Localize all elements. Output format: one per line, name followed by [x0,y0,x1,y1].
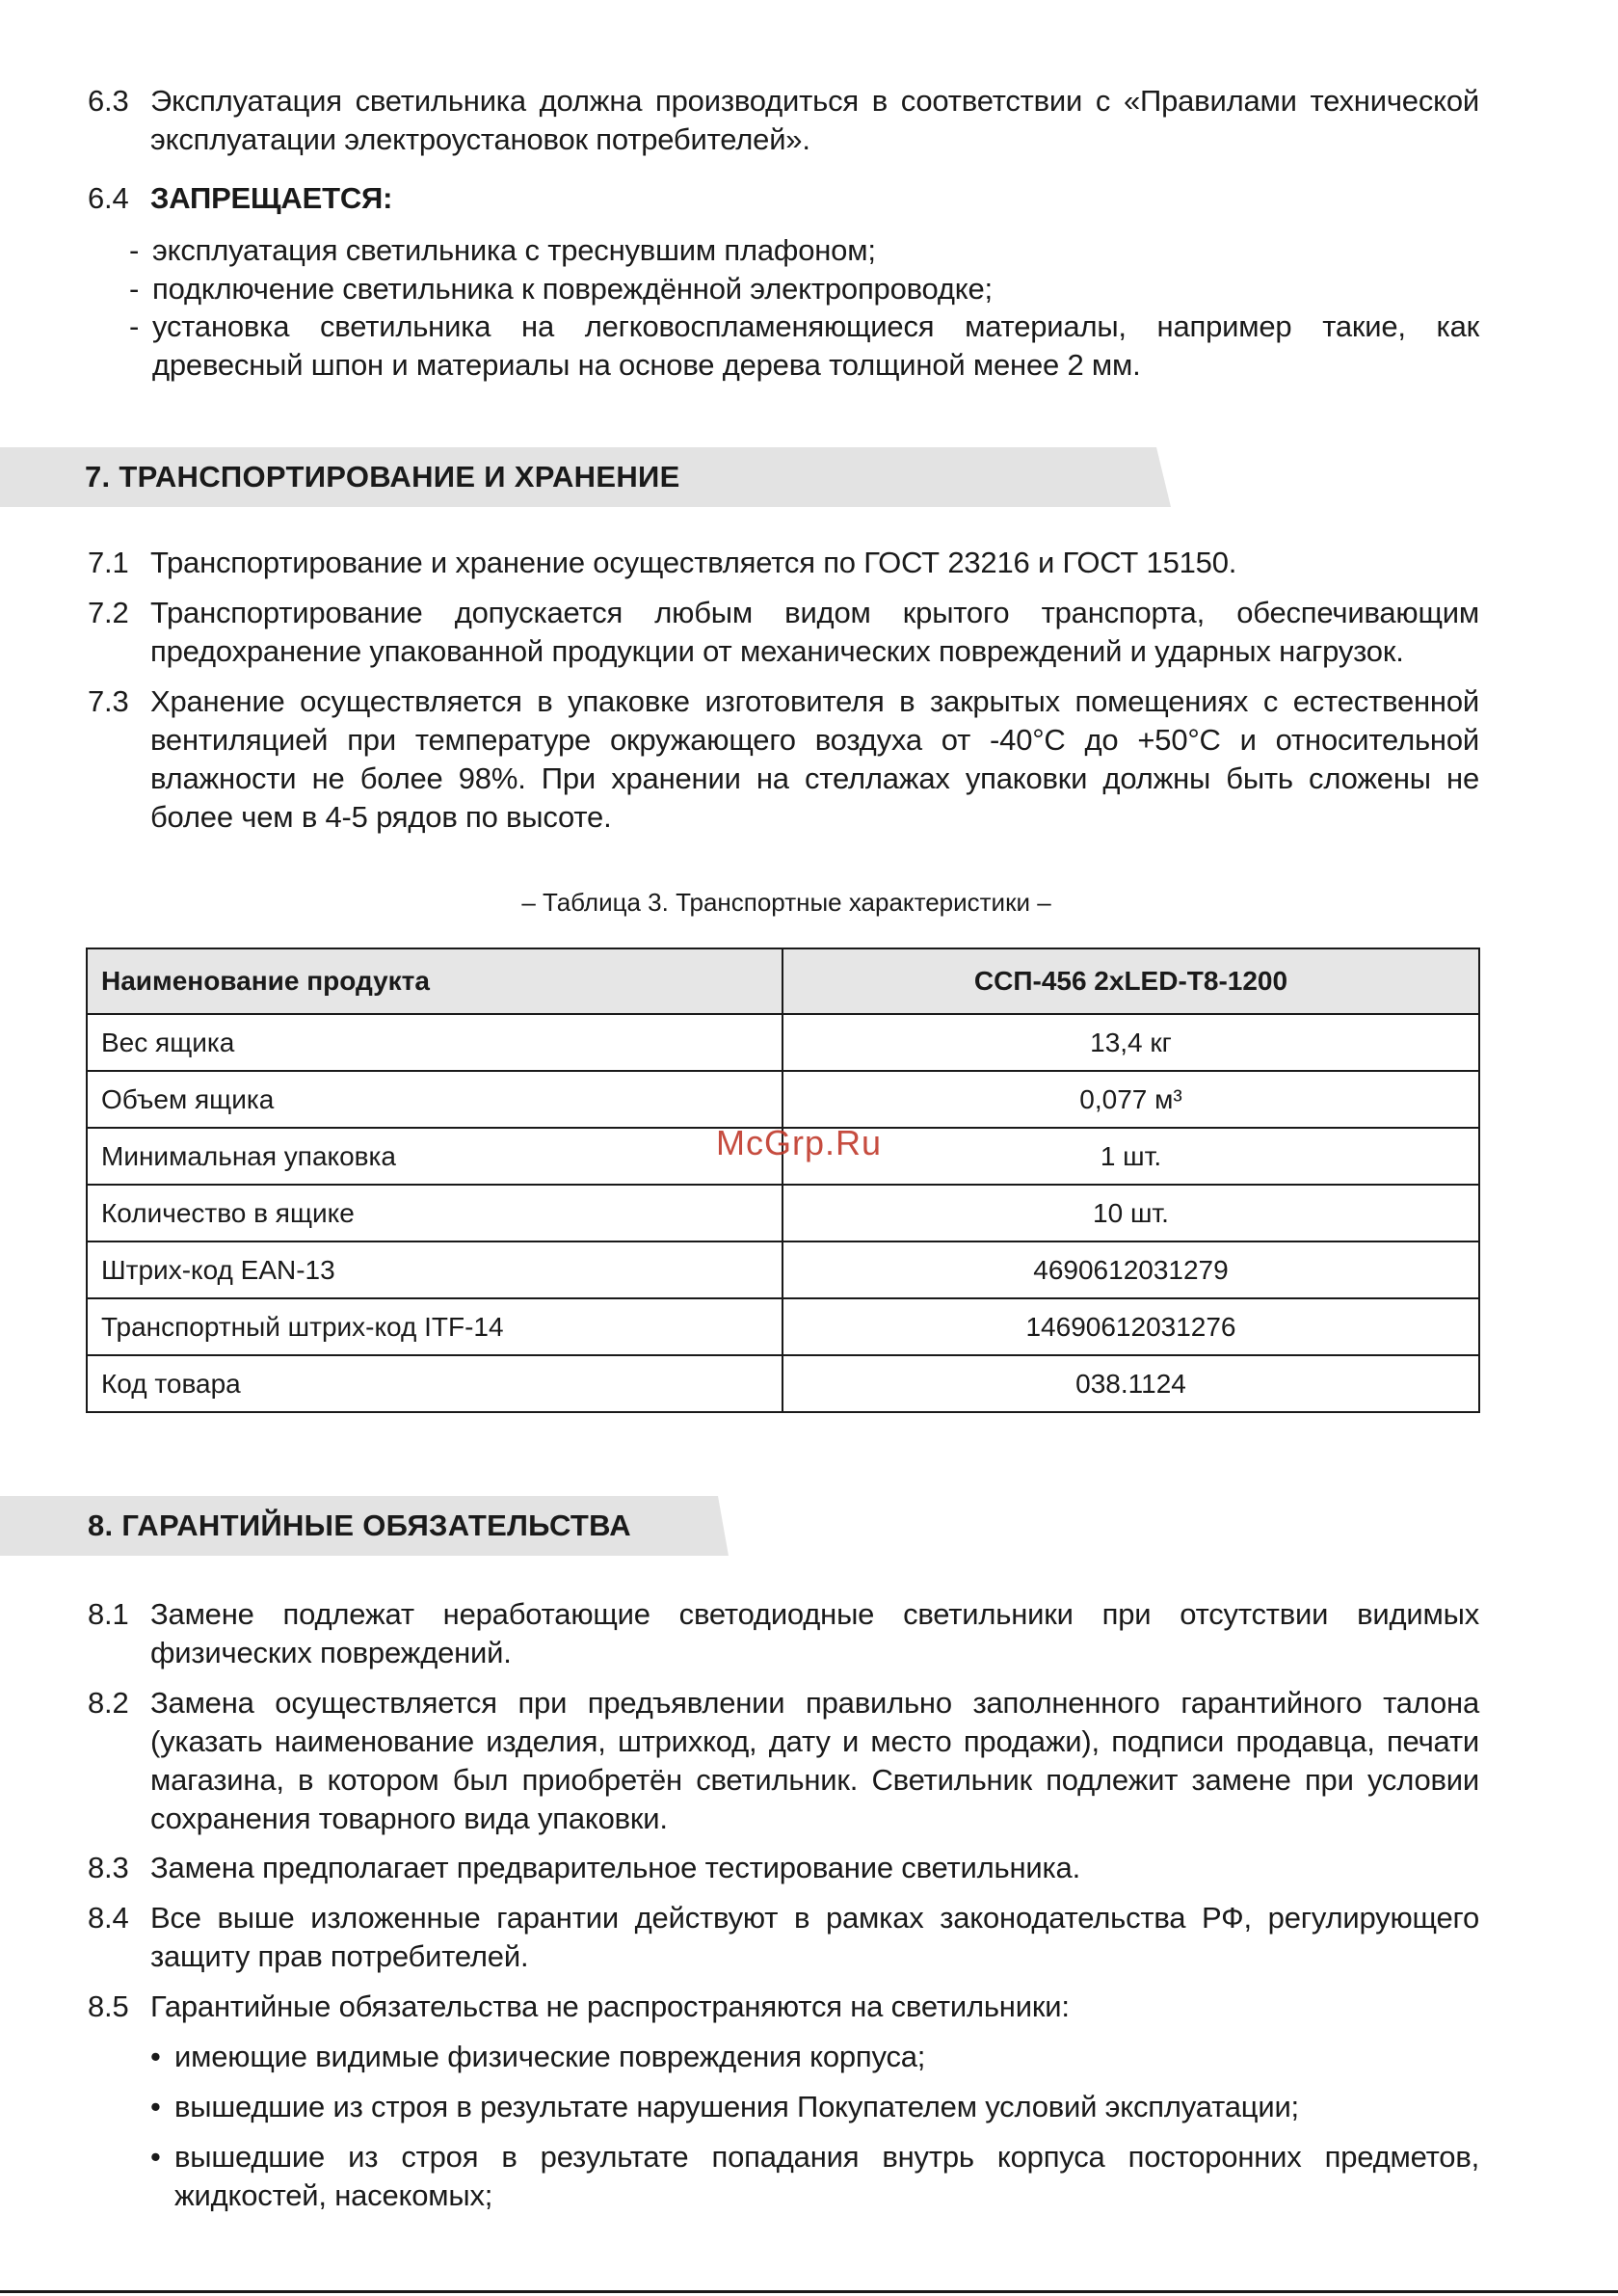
header-cell: Наименование продукта [87,948,782,1014]
paragraph-8-4 [88,1899,1479,1976]
prohibited-item [129,231,1479,270]
paragraph-6-3 [88,82,1479,159]
item-text: подключение светильника к повреждённой электропроводке; [152,272,993,306]
paragraph-text: Замена предполагает предварительное тестирование светильника. [150,1851,1080,1884]
bullet-marker: • [150,2140,161,2174]
item-text: эксплуатация светильника с треснувшим плафоном; [152,233,876,267]
paragraph-number: 8.1 [88,1597,129,1631]
paragraph-8-5 [88,1988,1479,2026]
paragraph-text: Эксплуатация светильника должна производиться в соответствии с «Правилами технической эксплуатации электроустановок потребителей». [150,84,1479,156]
paragraph-text: Все выше изложенные гарантии действуют в рамках законодательства РФ, регулирующего защиту прав потребителей. [150,1901,1479,1973]
exclusion-item [150,2038,1479,2076]
header-cell: ССП-456 2xLED-Т8-1200 [782,948,1479,1014]
paragraph-number: 7.1 [88,546,129,579]
row-value: 13,4 кг [782,1014,1479,1071]
row-label: Объем ящика [87,1071,782,1128]
paragraph-8-2 [88,1684,1479,1838]
row-label: Количество в ящике [87,1185,782,1241]
paragraph-number: 8.2 [88,1686,129,1720]
paragraph-8-3 [88,1849,1479,1887]
paragraph-text: Транспортирование допускается любым видом крытого транспорта, обеспечивающим предохранение упакованной продукции от механических повреждений и ударных нагрузок. [150,596,1479,668]
transport-specs-table [86,948,1480,1413]
paragraph-number: 7.2 [88,596,129,629]
item-text: вышедшие из строя в результате попадания внутрь корпуса посторонних предметов, жидкостей, насекомых; [174,2140,1479,2212]
item-text: вышедшие из строя в результате нарушения Покупателем условий эксплуатации; [174,2090,1299,2123]
paragraph-text: Транспортирование и хранение осуществляется по ГОСТ 23216 и ГОСТ 15150. [150,546,1237,579]
bullet-marker: • [150,2090,161,2123]
bullet-marker: • [150,2040,161,2073]
table-header-row [87,948,1479,1014]
row-label: Минимальная упаковка [87,1128,782,1185]
paragraph-text: Замене подлежат неработающие светодиодные светильники при отсутствии видимых физических повреждений. [150,1597,1479,1669]
table-caption: – Таблица 3. Транспортные характеристики – [521,888,1051,917]
row-value: 038.1124 [782,1355,1479,1412]
row-value: 0,077 м³ [782,1071,1479,1128]
row-label: Транспортный штрих-код ITF-14 [87,1298,782,1355]
paragraph-7-3 [88,682,1479,837]
section-title: 7. ТРАНСПОРТИРОВАНИЕ И ХРАНЕНИЕ [85,460,680,494]
table-row [87,1071,1479,1128]
exclusion-item [150,2138,1479,2215]
table-row [87,1185,1479,1241]
page-bottom-rule [0,2290,1618,2293]
paragraph-7-2 [88,594,1479,671]
paragraph-6-4 [88,179,1479,218]
paragraph-text: Хранение осуществляется в упаковке изготовителя в закрытых помещениях с естественной вентиляцией при температуре окружающего воздуха от -40°С до +50°С и относительной влажности не более 98%. При хранении на стеллажах упаковки должны быть сложены не более чем в 4-5 рядов по высоте. [150,684,1479,834]
watermark: McGrp.Ru [716,1123,883,1162]
row-label: Код товара [87,1355,782,1412]
exclusion-item [150,2088,1479,2126]
table-row [87,1014,1479,1071]
paragraph-number: 8.3 [88,1851,129,1884]
row-label: Штрих-код EAN-13 [87,1241,782,1298]
prohibited-item [129,270,1479,308]
paragraph-8-1 [88,1595,1479,1672]
row-label: Вес ящика [87,1014,782,1071]
paragraph-text: Гарантийные обязательства не распространяются на светильники: [150,1989,1070,2023]
paragraph-text: Замена осуществляется при предъявлении правильно заполненного гарантийного талона (указать наименование изделия, штрихкод, дату и место продажи), подписи продавца, печати магазина, в котором был приобретён светильник. Светильник подлежит замене при условии сохранения товарного вида упаковки. [150,1686,1479,1835]
paragraph-number: 7.3 [88,684,129,718]
paragraph-number: 6.4 [88,181,129,215]
prohibited-heading: ЗАПРЕЩАЕТСЯ: [150,181,393,215]
dash-marker: - [129,272,140,306]
item-text: установка светильника на легковоспламеняющиеся материалы, например такие, как древесный шпон и материалы на основе дерева толщиной менее 2 мм. [152,309,1479,382]
prohibited-item [129,307,1479,385]
paragraph-number: 8.5 [88,1989,129,2023]
table-row [87,1298,1479,1355]
dash-marker: - [129,309,140,343]
paragraph-number: 6.3 [88,84,129,118]
table-row [87,1241,1479,1298]
paragraph-7-1 [88,544,1479,582]
row-value: 14690612031276 [782,1298,1479,1355]
row-value: 4690612031279 [782,1241,1479,1298]
table-row [87,1355,1479,1412]
row-value: 10 шт. [782,1185,1479,1241]
row-value: 1 шт. [782,1128,1479,1185]
paragraph-number: 8.4 [88,1901,129,1935]
item-text: имеющие видимые физические повреждения корпуса; [174,2040,926,2073]
section-title: 8. ГАРАНТИЙНЫЕ ОБЯЗАТЕЛЬСТВА [88,1508,631,1542]
dash-marker: - [129,233,140,267]
